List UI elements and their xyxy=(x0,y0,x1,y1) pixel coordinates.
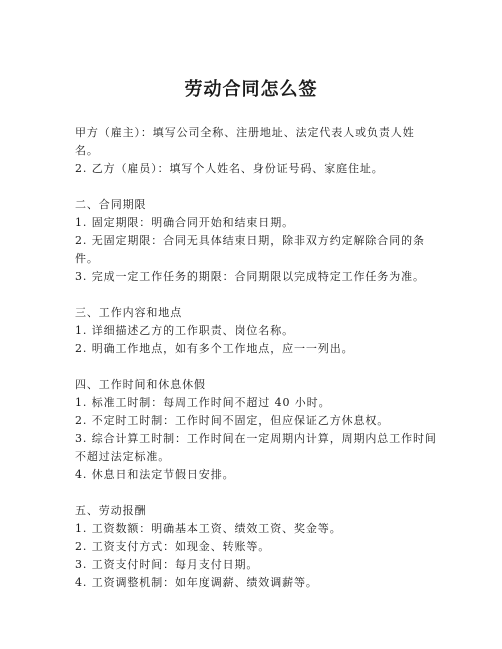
intro-line: 名。 xyxy=(75,144,99,157)
section-heading: 五、劳动报酬 xyxy=(75,504,147,517)
document-body xyxy=(75,124,437,592)
section-line: 1. 固定期限：明确合同开始和结束日期。 xyxy=(75,216,294,229)
section-line: 3. 完成一定工作任务的期限：合同期限以完成特定工作任务为准。 xyxy=(75,270,425,283)
section-line: 2. 明确工作地点，如有多个工作地点，应一一列出。 xyxy=(75,342,354,355)
section-line: 2. 无固定期限：合同无具体结束日期，除非双方约定解除合同的条 xyxy=(75,234,425,247)
paragraph-gap xyxy=(75,484,430,502)
intro-line: 甲方（雇主）：填写公司全称、注册地址、法定代表人或负责人姓 xyxy=(75,126,415,139)
paragraph-gap xyxy=(75,358,430,376)
paragraph-gap xyxy=(75,286,430,304)
section-line: 不超过法定标准。 xyxy=(75,450,171,463)
paragraph-gap xyxy=(75,178,430,196)
section-heading: 二、合同期限 xyxy=(75,198,147,211)
section-line: 1. 详细描述乙方的工作职责、岗位名称。 xyxy=(75,324,294,337)
intro-line: 2. 乙方（雇员）：填写个人姓名、身份证号码、家庭住址。 xyxy=(75,162,384,175)
document-title: 劳动合同怎么签 xyxy=(184,79,318,100)
section-line: 4. 休息日和法定节假日安排。 xyxy=(75,468,235,481)
section-line: 2. 不定时工时制：工作时间不固定，但应保证乙方休息权。 xyxy=(75,414,390,427)
section-heading: 三、工作内容和地点 xyxy=(75,306,183,319)
section-line: 1. 工资数额：明确基本工资、绩效工资、奖金等。 xyxy=(75,522,342,535)
section-line: 4. 工资调整机制：如年度调薪、绩效调薪等。 xyxy=(75,576,318,589)
section-line: 1. 标准工时制：每周工作时间不超过 40 小时。 xyxy=(75,396,331,409)
section-heading: 四、工作时间和休息休假 xyxy=(75,378,206,391)
section-line: 3. 综合计算工时制：工作时间在一定周期内计算，周期内总工作时间 xyxy=(75,432,437,445)
section-line: 3. 工资支付时间：每月支付日期。 xyxy=(75,558,259,571)
section-line: 2. 工资支付方式：如现金、转账等。 xyxy=(75,540,271,553)
section-line: 件。 xyxy=(75,252,99,265)
